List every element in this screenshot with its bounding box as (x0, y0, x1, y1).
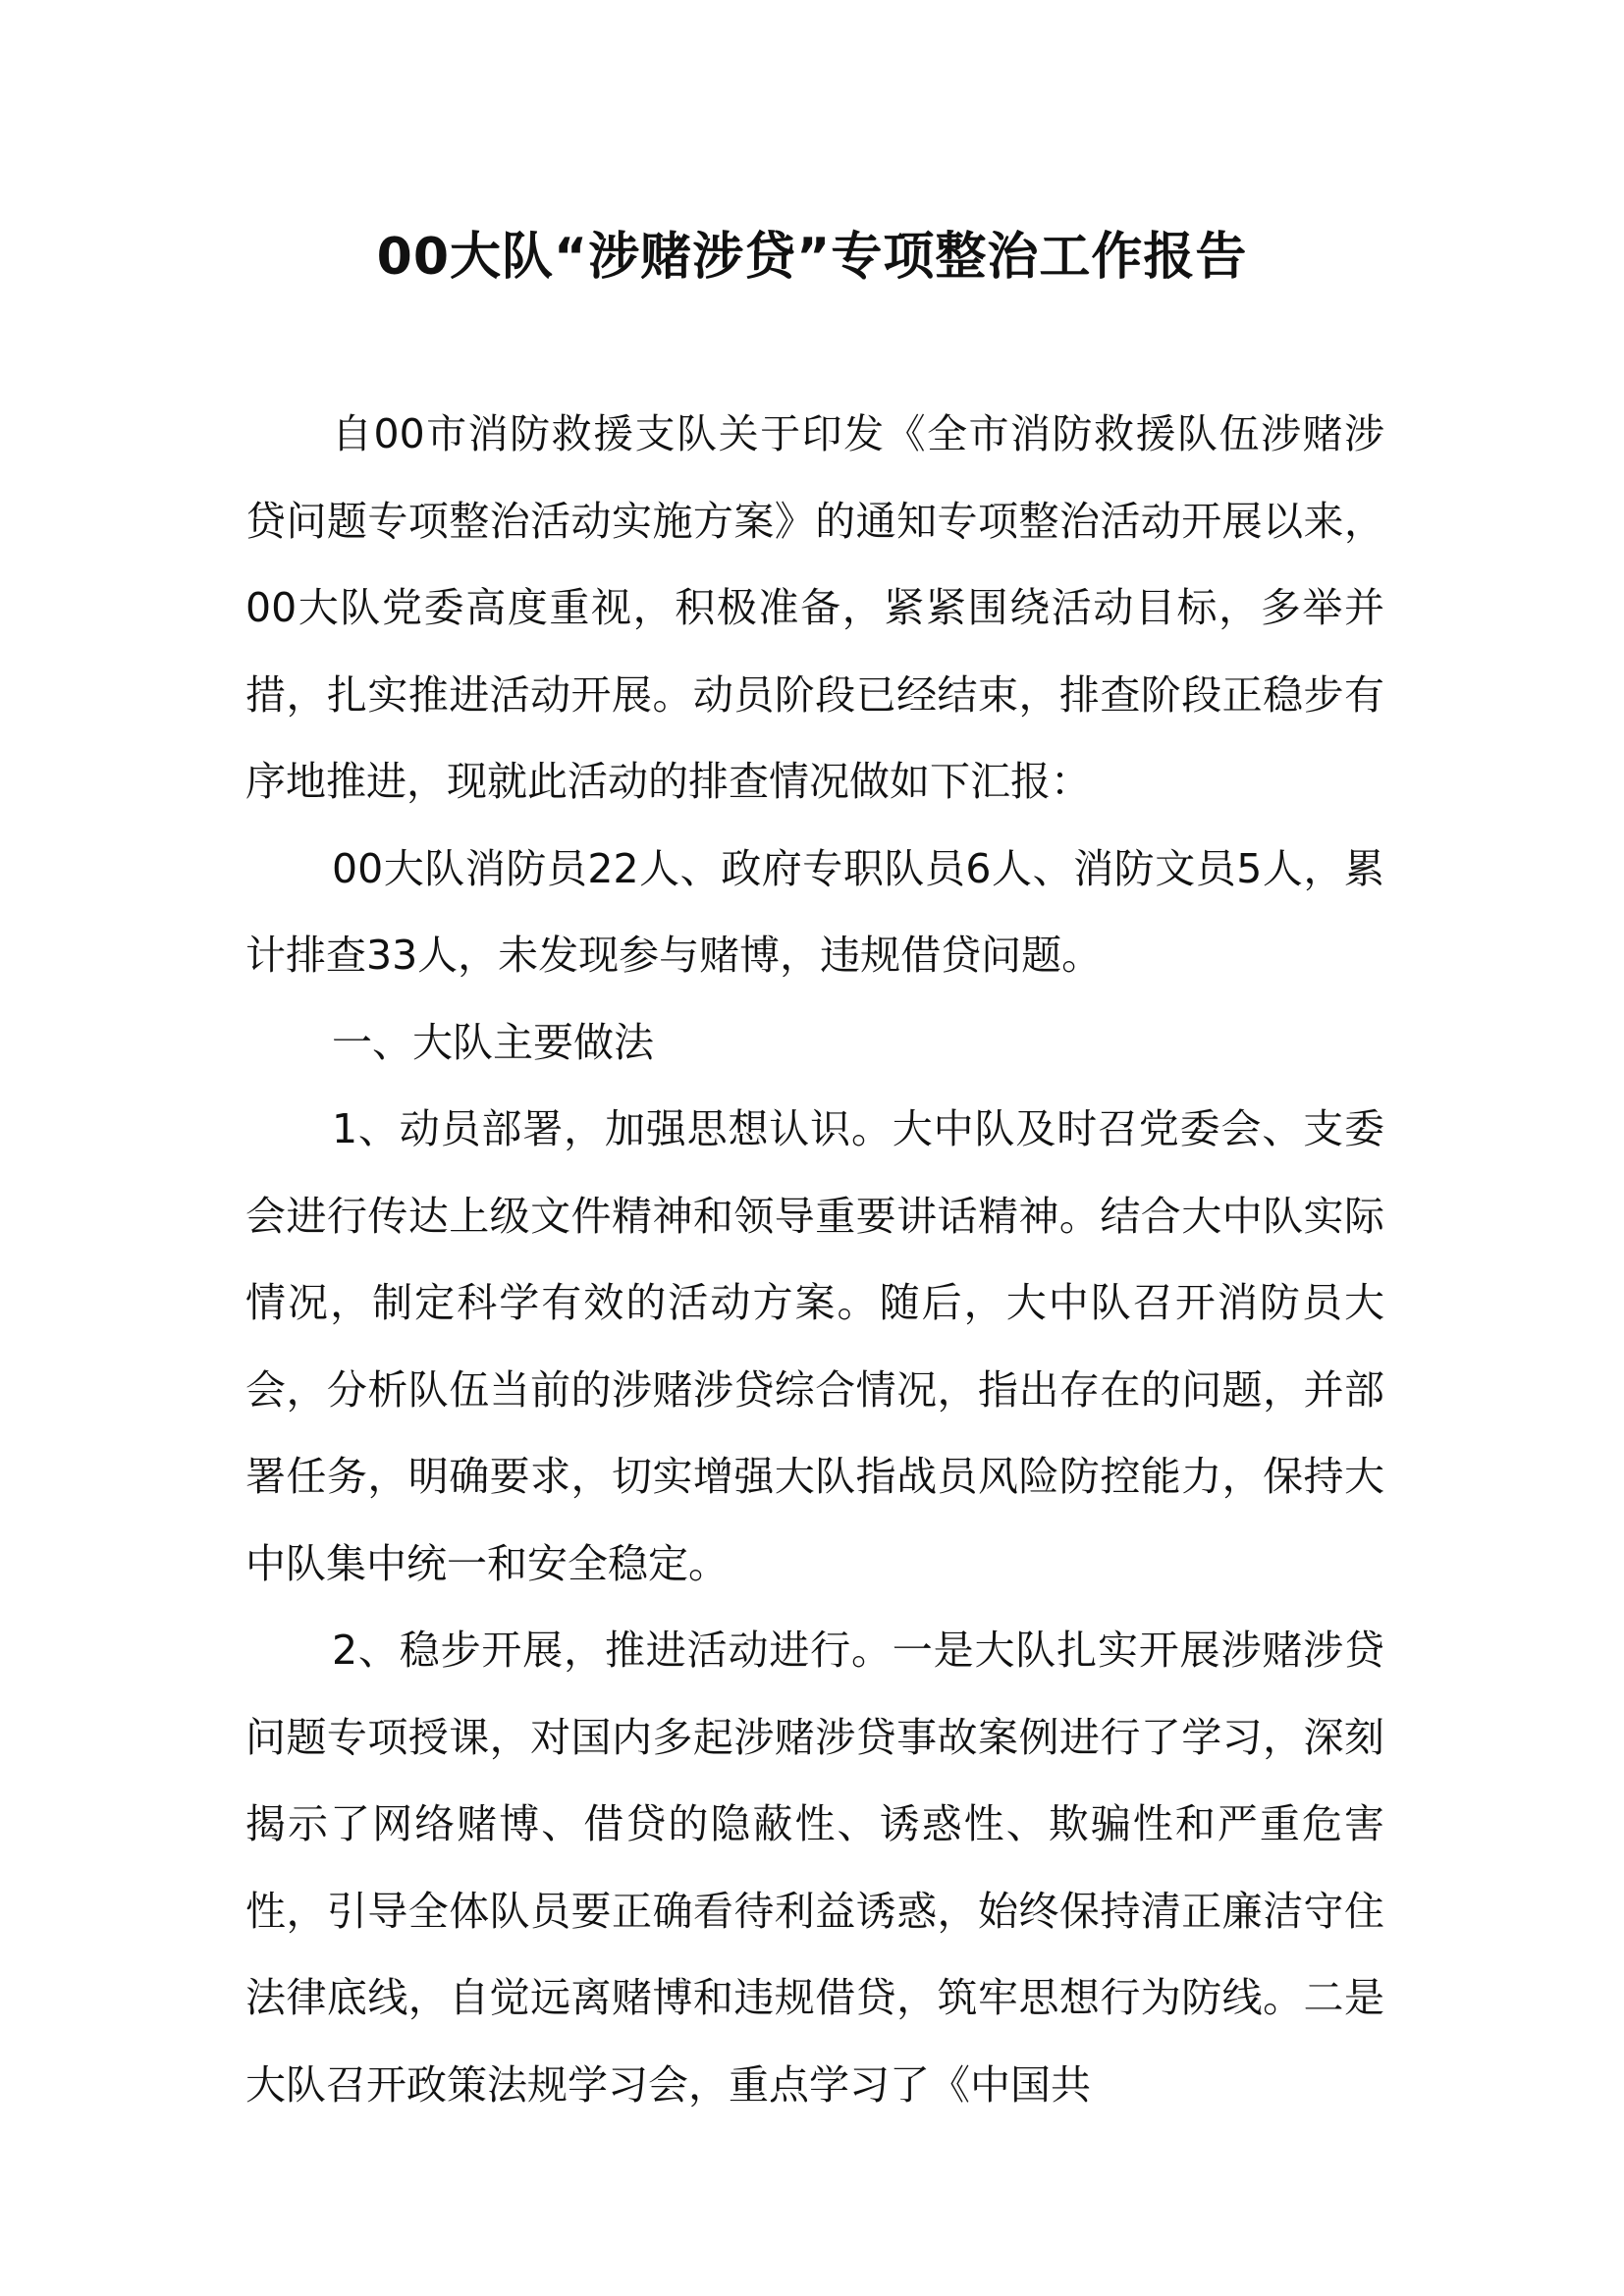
paragraph-intro: 自00市消防救援支队关于印发《全市消防救援队伍涉赌涉贷问题专项整治活动实施方案》的通知专项整治活动开展以来，00大队党委高度重视，积极准备，紧紧围绕活动目标，多举并措，扎实推进活动开展。动员阶段已经结束，排查阶段正稳步有序地推进，现就此活动的排查情况做如下汇报： (245, 410, 1384, 805)
document-title: 00大队“涉赌涉贷”专项整治工作报告 (376, 228, 1248, 287)
paragraph-statistics: 00大队消防员22人、政府专职队员6人、消防文员5人，累计排查33人，未发现参与赌博，违规借贷问题。 (245, 844, 1384, 979)
paragraph-mobilization: 1、动员部署，加强思想认识。大中队及时召党委会、支委会进行传达上级文件精神和领导重要讲话精神。结合大中队实际情况，制定科学有效的活动方案。随后，大中队召开消防员大会，分析队伍当前的涉赌涉贷综合情况，指出存在的问题，并部署任务，明确要求，切实增强大队指战员风险防控能力，保持大中队集中统一和安全稳定。 (245, 1105, 1384, 1587)
document-body (245, 391, 1384, 2128)
section-heading-main-practices: 一、大队主要做法 (332, 1018, 654, 1066)
paragraph-steady-progress: 2、稳步开展，推进活动进行。一是大队扎实开展涉赌涉贷问题专项授课，对国内多起涉赌涉贷事故案例进行了学习，深刻揭示了网络赌博、借贷的隐蔽性、诱惑性、欺骗性和严重危害性，引导全体队员要正确看待利益诱惑，始终保持清正廉洁守住法律底线，自觉远离赌博和违规借贷，筑牢思想行为防线。二是大队召开政策法规学习会，重点学习了《中国共 (245, 1627, 1384, 2109)
